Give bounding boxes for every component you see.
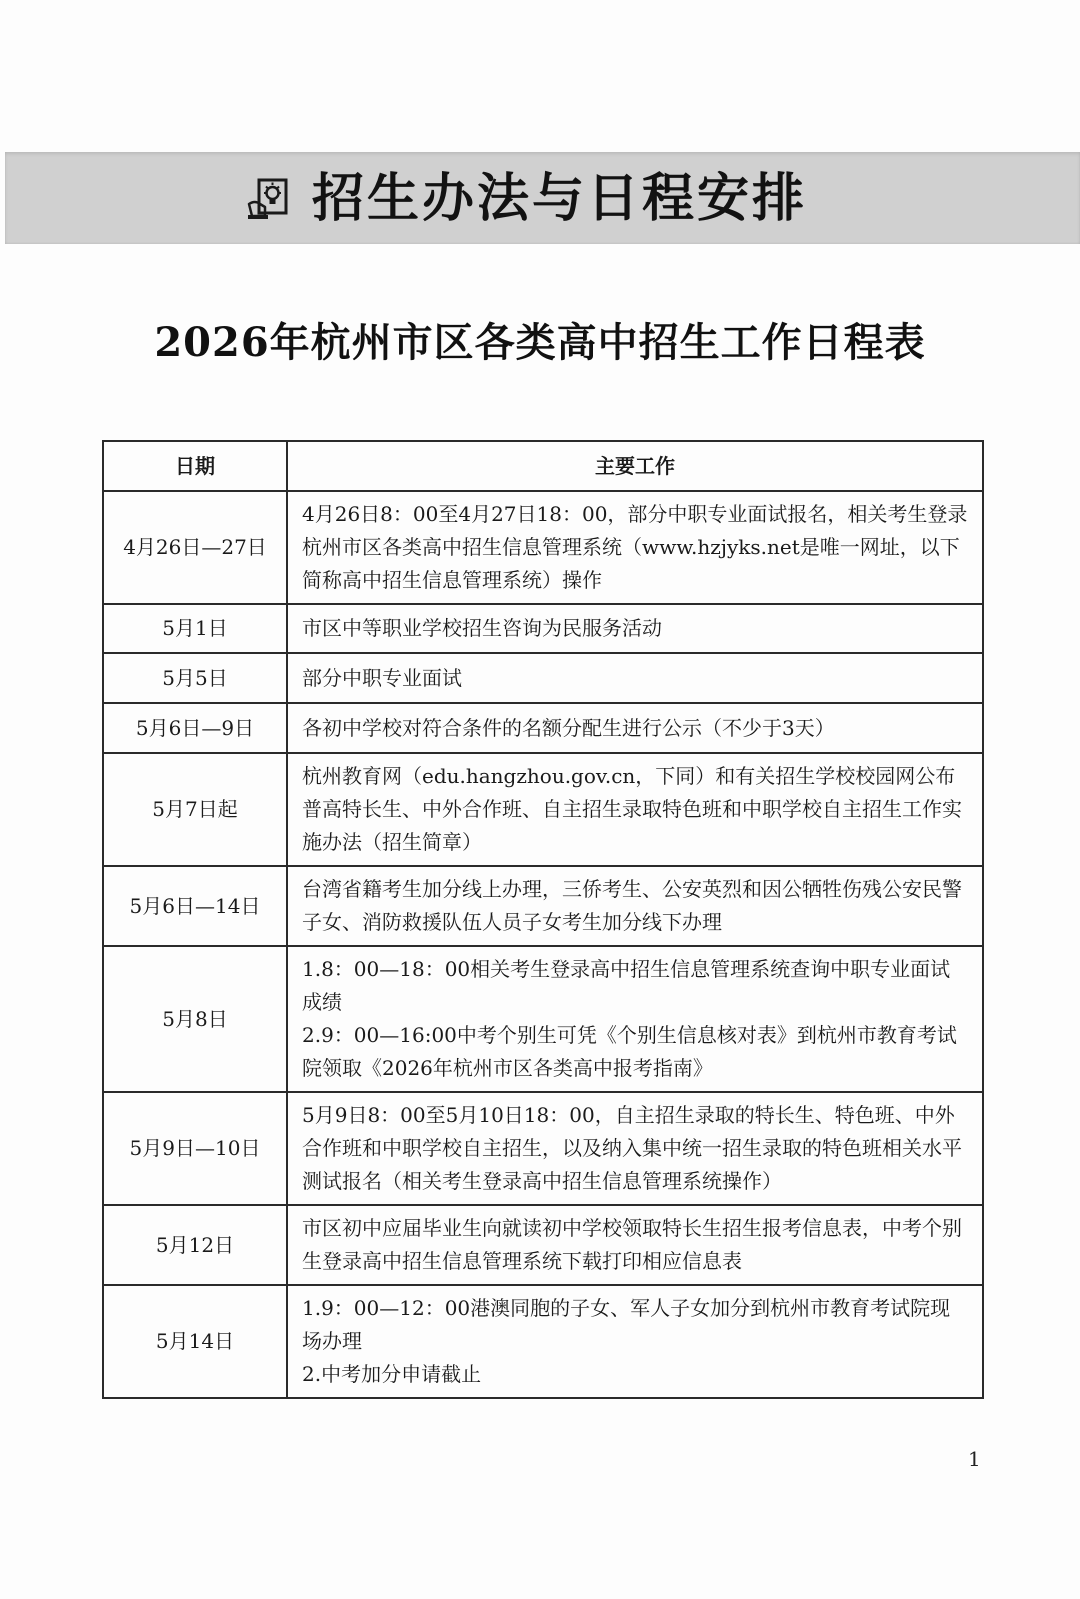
lightbulb-document-icon [246, 174, 294, 222]
work-cell [287, 866, 983, 946]
work-item: 台湾省籍考生加分线上办理，三侨考生、公安英烈和因公牺牲伤残公安民警子女、消防救援队伍人员子女考生加分线下办理 [302, 877, 962, 934]
work-cell [287, 653, 983, 703]
column-header-date: 日期 [103, 441, 287, 491]
table-row [103, 866, 983, 946]
table-row [103, 1285, 983, 1398]
work-item: 1.8：00—18：00相关考生登录高中招生信息管理系统查询中职专业面试成绩 [302, 957, 951, 1014]
table-row [103, 604, 983, 653]
work-cell [287, 753, 983, 866]
date-cell: 5月14日 [103, 1285, 287, 1398]
date-cell: 5月7日起 [103, 753, 287, 866]
date-cell: 5月8日 [103, 946, 287, 1092]
work-cell [287, 703, 983, 753]
work-cell [287, 1205, 983, 1285]
date-cell: 5月6日—9日 [103, 703, 287, 753]
table-row [103, 1205, 983, 1285]
table-row [103, 1092, 983, 1205]
page-number: 1 [968, 1447, 981, 1471]
date-cell: 4月26日—27日 [103, 491, 287, 604]
table-row [103, 703, 983, 753]
date-cell: 5月9日—10日 [103, 1092, 287, 1205]
work-cell [287, 1285, 983, 1398]
work-cell [287, 946, 983, 1092]
table-row [103, 491, 983, 604]
work-cell [287, 1092, 983, 1205]
work-item: 4月26日8：00至4月27日18：00，部分中职专业面试报名，相关考生登录杭州市区各类高中招生信息管理系统（www.hzjyks.net是唯一网址，以下简称高中招生信息管理系统）操作 [302, 502, 968, 592]
work-item: 杭州教育网（edu.hangzhou.gov.cn，下同）和有关招生学校校园网公布普高特长生、中外合作班、自主招生录取特色班和中职学校自主招生工作实施办法（招生简章） [302, 764, 962, 854]
schedule-table [102, 440, 984, 1399]
table-row [103, 653, 983, 703]
date-cell: 5月12日 [103, 1205, 287, 1285]
work-cell [287, 491, 983, 604]
work-item: 各初中学校对符合条件的名额分配生进行公示（不少于3天） [302, 715, 835, 740]
work-item: 市区初中应届毕业生向就读初中学校领取特长生招生报考信息表，中考个别生登录高中招生信息管理系统下载打印相应信息表 [302, 1216, 962, 1273]
table-row [103, 753, 983, 866]
work-item: 2.中考加分申请截止 [302, 1362, 482, 1386]
date-cell: 5月5日 [103, 653, 287, 703]
date-cell: 5月6日—14日 [103, 866, 287, 946]
work-item: 1.9：00—12：00港澳同胞的子女、军人子女加分到杭州市教育考试院现场办理 [302, 1296, 951, 1353]
date-cell: 5月1日 [103, 604, 287, 653]
work-item: 5月9日8：00至5月10日18：00，自主招生录取的特长生、特色班、中外合作班和中职学校自主招生，以及纳入集中统一招生录取的特色班相关水平测试报名（相关考生登录高中招生信息管理系统操作） [302, 1103, 962, 1193]
table-header-row [103, 441, 983, 491]
work-item: 市区中等职业学校招生咨询为民服务活动 [302, 616, 662, 640]
table-row [103, 946, 983, 1092]
document-title: 2026年杭州市区各类高中招生工作日程表 [154, 319, 926, 366]
column-header-work: 主要工作 [287, 441, 983, 491]
section-title: 招生办法与日程安排 [312, 169, 808, 229]
work-item: 2.9：00—16:00中考个别生可凭《个别生信息核对表》到杭州市教育考试院领取《2026年杭州市区各类高中报考指南》 [302, 1023, 957, 1080]
work-cell [287, 604, 983, 653]
work-item: 部分中职专业面试 [302, 665, 462, 690]
